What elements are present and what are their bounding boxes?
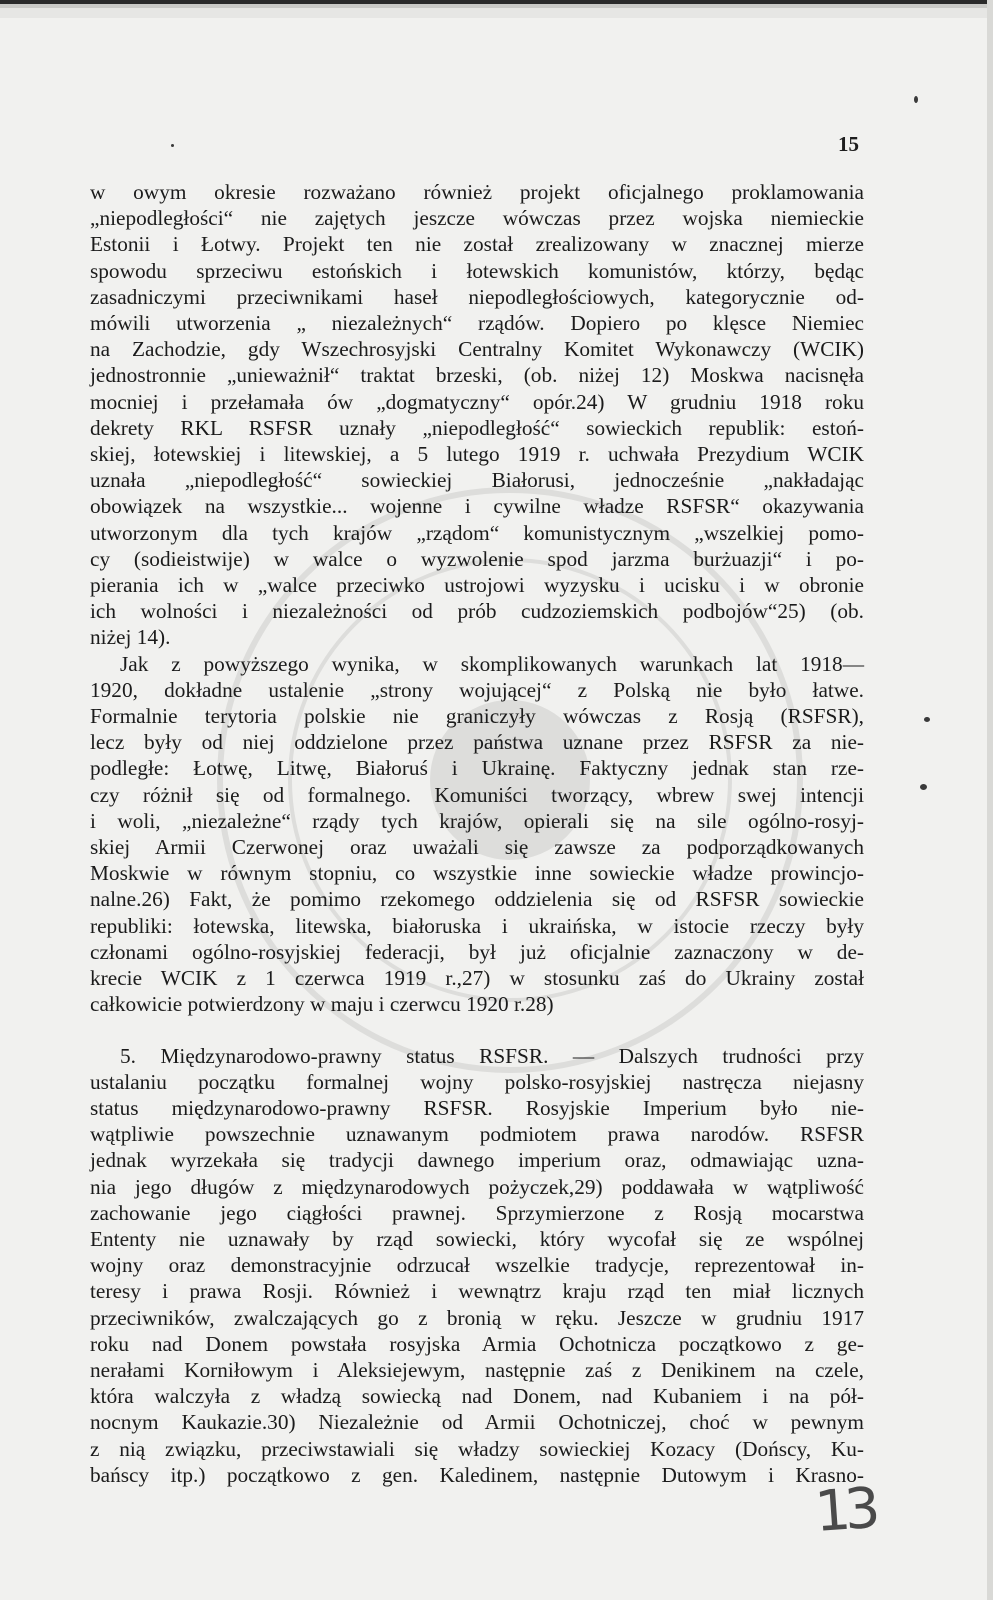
- text-line: mówili utworzenia „ niezależnych“ rządów. Dopiero po klęsce Niemiec: [90, 311, 864, 336]
- text-line: skiej, łotewskiej i litewskiej, a 5 lutego 1919 r. uchwała Prezydium WCIK: [90, 442, 864, 467]
- text-line: nerałami Korniłowym i Aleksiejewym, następnie zaś z Denikinem na czele,: [90, 1357, 864, 1382]
- text-line: na Zachodzie, gdy Wszechrosyjski Centralny Komitet Wykonawczy (WCIK): [90, 337, 864, 362]
- text-line: jednostronnie „unieważnił“ traktat brzeski, (ob. niżej 12) Moskwa nacisnęła: [90, 363, 864, 388]
- text-line: spowodu sprzeciwu estońskich i łotewskich komunistów, którzy, będąc: [90, 258, 864, 283]
- text-line: 1920, dokładne ustalenie „strony wojującej“ z Polską nie było łatwe.: [90, 677, 864, 702]
- text-line: czy różnił się od formalnego. Komuniści tworzący, wbrew swej intencji: [90, 782, 864, 807]
- text-line: obowiązek na wszystkie... wojenne i cywilne władze RSFSR“ okazywania: [90, 494, 864, 519]
- text-line: bańscy itp.) początkowo z gen. Kaledinem, następnie Dutowym i Krasno-: [90, 1462, 864, 1487]
- text-line: nocnym Kaukazie.30) Niezależnie od Armii Ochotniczej, choć w pewnym: [90, 1410, 864, 1435]
- text-line: jednak wyrzekała się tradycji dawnego imperium oraz, odmawiając uzna-: [90, 1148, 864, 1173]
- ink-speck: [920, 784, 927, 790]
- text-line: teresy i prawa Rosji. Również i wewnątrz kraju rząd ten miał licznych: [90, 1279, 864, 1304]
- ink-speck: [914, 96, 918, 103]
- text-line: utworzonym dla tych krajów „rządom“ komunistycznym „wszelkiej pomo-: [90, 520, 864, 545]
- ink-speck: [171, 144, 174, 147]
- ink-speck: [924, 717, 930, 722]
- text-line: ich wolności i niezależności od prób cudzoziemskich podbojów“25) (ob.: [90, 599, 864, 624]
- text-line: „niepodległości“ nie zajętych jeszcze wówczas przez wojska niemieckie: [90, 206, 864, 231]
- text-line: zachowanie jego ciągłości prawnej. Sprzymierzone z Rosją mocarstwa: [90, 1200, 864, 1225]
- text-line: dekrety RKL RSFSR uznały „niepodległość“ sowieckich republik: estoń-: [90, 415, 864, 440]
- text-line: pierania ich w „walce przeciwko ustrojowi wyzysku i ucisku i w obronie: [90, 573, 864, 598]
- text-line: przeciwników, zwalczających go z bronią w ręku. Jeszcze w grudniu 1917: [90, 1305, 864, 1330]
- paragraph-1: [90, 179, 864, 651]
- text-line: status międzynarodowo-prawny RSFSR. Rosyjskie Imperium było nie-: [90, 1095, 864, 1120]
- text-line: członami ogólno-rosyjskiej federacji, był już oficjalnie zaznaczony w de-: [90, 939, 864, 964]
- section-5: [90, 1043, 864, 1488]
- text-line: podległe: Łotwę, Litwę, Białoruś i Ukrainę. Faktyczny jednak stan rze-: [90, 756, 864, 781]
- text-line: Estonii i Łotwy. Projekt ten nie został zrealizowany w znacznej mierze: [90, 232, 864, 257]
- text-line: Moskwie w równym stopniu, co wszystkie inne sowieckie władze prowincjo-: [90, 861, 864, 886]
- text-line: całkowicie potwierdzony w maju i czerwcu 1920 r.28): [90, 992, 554, 1017]
- text-line: w owym okresie rozważano również projekt oficjalnego proklamowania: [90, 180, 864, 204]
- text-line: uznała „niepodległość“ sowieckiej Białorusi, jednocześnie „nakładając: [90, 468, 864, 493]
- text-line: i woli, „niezależne“ rządy tych krajów, opierali się na sile ogólno-rosyj-: [90, 808, 864, 833]
- handwritten-page-mark: 13: [812, 1476, 877, 1545]
- section-heading-line: 5. Międzynarodowo-prawny status RSFSR. — Dalszych trudności przy: [120, 1043, 864, 1068]
- text-line: z nią związku, przeciwstawiali się władzy sowieckiej Kozacy (Dońscy, Ku-: [90, 1436, 864, 1461]
- page-top-edge: [0, 0, 993, 18]
- body-text: [90, 179, 864, 1488]
- text-line: zasadniczymi przeciwnikami haseł niepodległościowych, kategorycznie od-: [90, 284, 864, 309]
- text-line: krecie WCIK z 1 czerwca 1919 r.,27) w stosunku zaś do Ukrainy został: [90, 966, 864, 991]
- text-line: wątpliwie powszechnie uznawanym podmiotem prawa narodów. RSFSR: [90, 1122, 864, 1147]
- text-line: Jak z powyższego wynika, w skomplikowanych warunkach lat 1918—: [120, 651, 864, 676]
- text-line: cy (sodieistwije) w walce o wyzwolenie spod jarzma burżuazji“ i po-: [90, 546, 864, 571]
- text-line: Formalnie terytoria polskie nie graniczyły wówczas z Rosją (RSFSR),: [90, 704, 864, 729]
- text-line: republiki: łotewska, litewska, białoruska i ukraińska, w istocie rzeczy były: [90, 913, 864, 938]
- text-line: wojny oraz demonstracyjnie odrzucał wszelkie tradycje, reprezentował in-: [90, 1253, 864, 1278]
- page-number: 15: [838, 132, 859, 156]
- text-line: nalne.26) Fakt, że pomimo rzekomego oddzielenia się od RSFSR sowieckie: [90, 887, 864, 912]
- text-line: Ententy nie uznawały by rząd sowiecki, który wycofał się ze wspólnej: [90, 1226, 864, 1251]
- text-line: niżej 14).: [90, 625, 171, 650]
- text-line: która walczyła z władzą sowiecką nad Donem, nad Kubaniem i na pół-: [90, 1384, 864, 1409]
- paragraph-2: [90, 651, 864, 1018]
- text-line: mocniej i przełamała ów „dogmatyczny“ opór.24) W grudniu 1918 roku: [90, 389, 864, 414]
- text-line: roku nad Donem powstała rosyjska Armia Ochotnicza początkowo z ge-: [90, 1331, 864, 1356]
- text-line: nia jego długów z międzynarodowych pożyczek,29) poddawała w wątpliwość: [90, 1174, 864, 1199]
- text-line: ustalaniu początku formalnej wojny polsko-rosyjskiej nastręcza niejasny: [90, 1069, 864, 1094]
- text-line: skiej Armii Czerwonej oraz uważali się zawsze za podporządkowanych: [90, 835, 864, 860]
- text-line: lecz były od niej oddzielone przez państwa uznane przez RSFSR za nie-: [90, 730, 864, 755]
